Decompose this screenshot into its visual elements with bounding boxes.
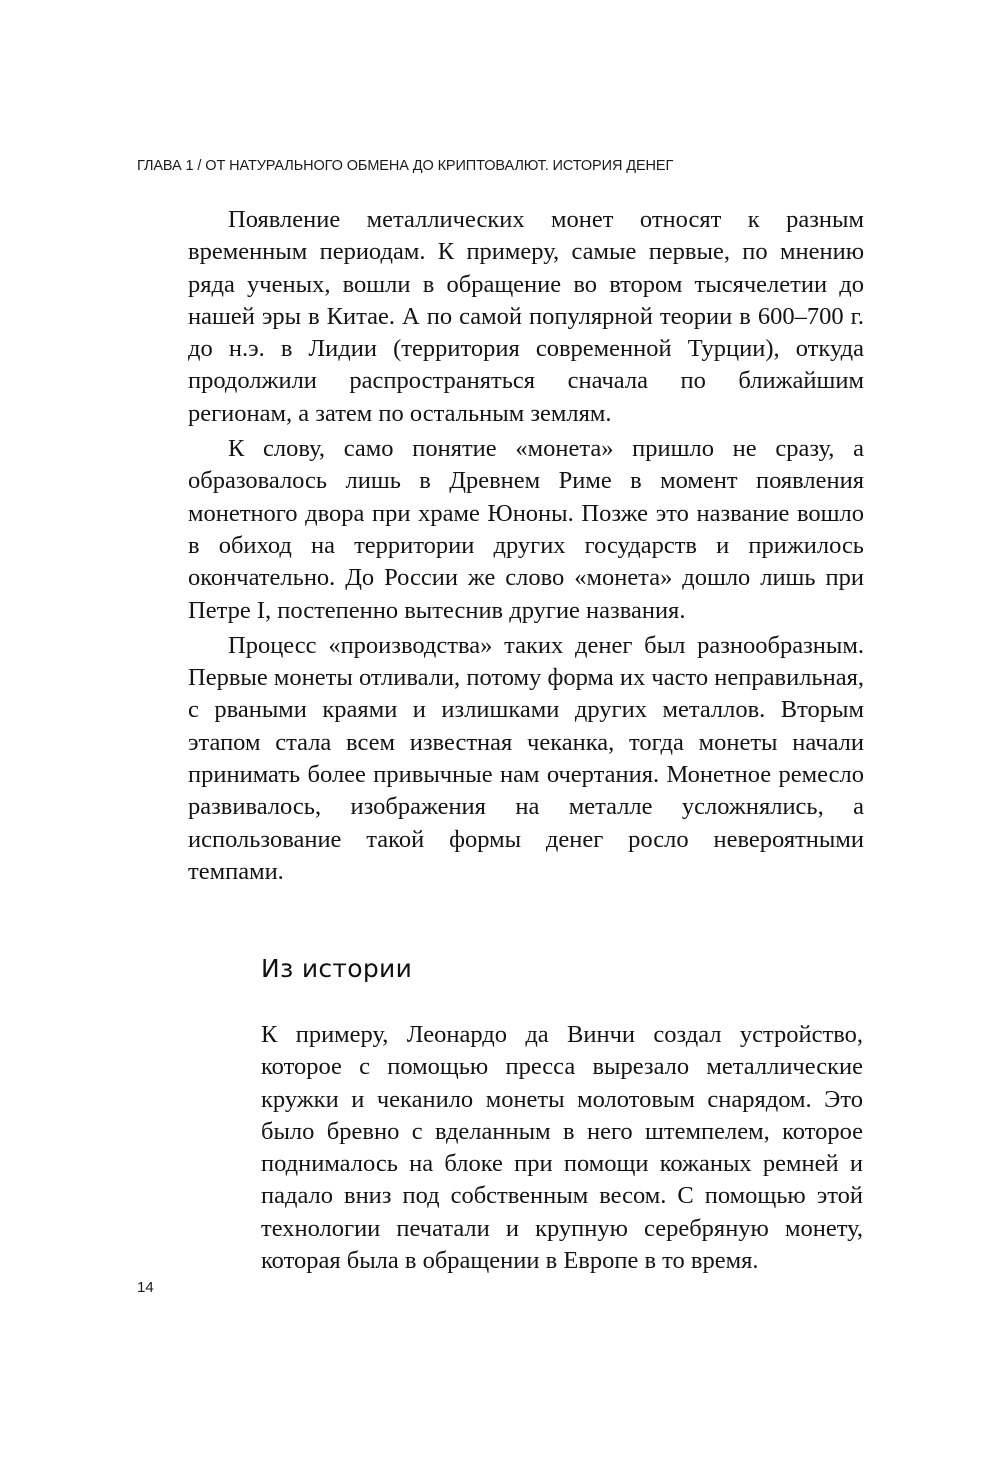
page-number: 14 <box>137 1279 154 1296</box>
running-header: ГЛАВА 1 / ОТ НАТУРАЛЬНОГО ОБМЕНА ДО КРИПТОВАЛЮТ. ИСТОРИЯ ДЕНЕГ <box>137 158 674 174</box>
paragraph-1: Появление металлических монет относят к разным временным периодам. К примеру, самые первые, по мнению ряда ученых, вошли в обращение во втором тысячелетии до нашей эры в Китае. А по самой популярной теории в 600–700 г. до н.э. в Лидии (территория современной Турции), откуда продолжили распространяться сначала по ближайшим регионам, а затем по остальным землям. <box>188 206 864 427</box>
sidebar-text: К примеру, Леонардо да Винчи создал устройство, которое с помощью пресса вырезало металлические кружки и чеканило монеты молотовым снарядом. Это было бревно с вделанным в него штемпелем, которое поднималось на блоке при помощи кожаных ремней и падало вниз под собственным весом. С помощью этой технологии печатали и крупную серебряную монету, которая была в обращении в Европе в то время. <box>261 1021 863 1275</box>
paragraph-3: Процесс «производства» таких денег был разнообразным. Первые монеты отливали, потому форма их часто неправильная, с рваными краями и излишками других металлов. Вторым этапом стала всем известная чеканка, тогда монеты начали принимать более привычные нам очертания. Монетное ремесло развивалось, изображения на металле усложнялись, а использование такой формы денег росло невероятными темпами. <box>188 631 864 885</box>
paragraph-2: К слову, само понятие «монета» пришло не сразу, а образовалось лишь в Древнем Риме в момент появления монетного двора при храме Юноны. Позже это название вошло в обиход на территории других государств и прижилось окончательно. До России же слово «монета» дошло лишь при Петре I, постепенно вытеснив другие названия. <box>188 435 864 624</box>
main-text <box>188 204 864 891</box>
sidebar-title: Из истории <box>261 954 413 983</box>
history-sidebar <box>261 952 863 1277</box>
